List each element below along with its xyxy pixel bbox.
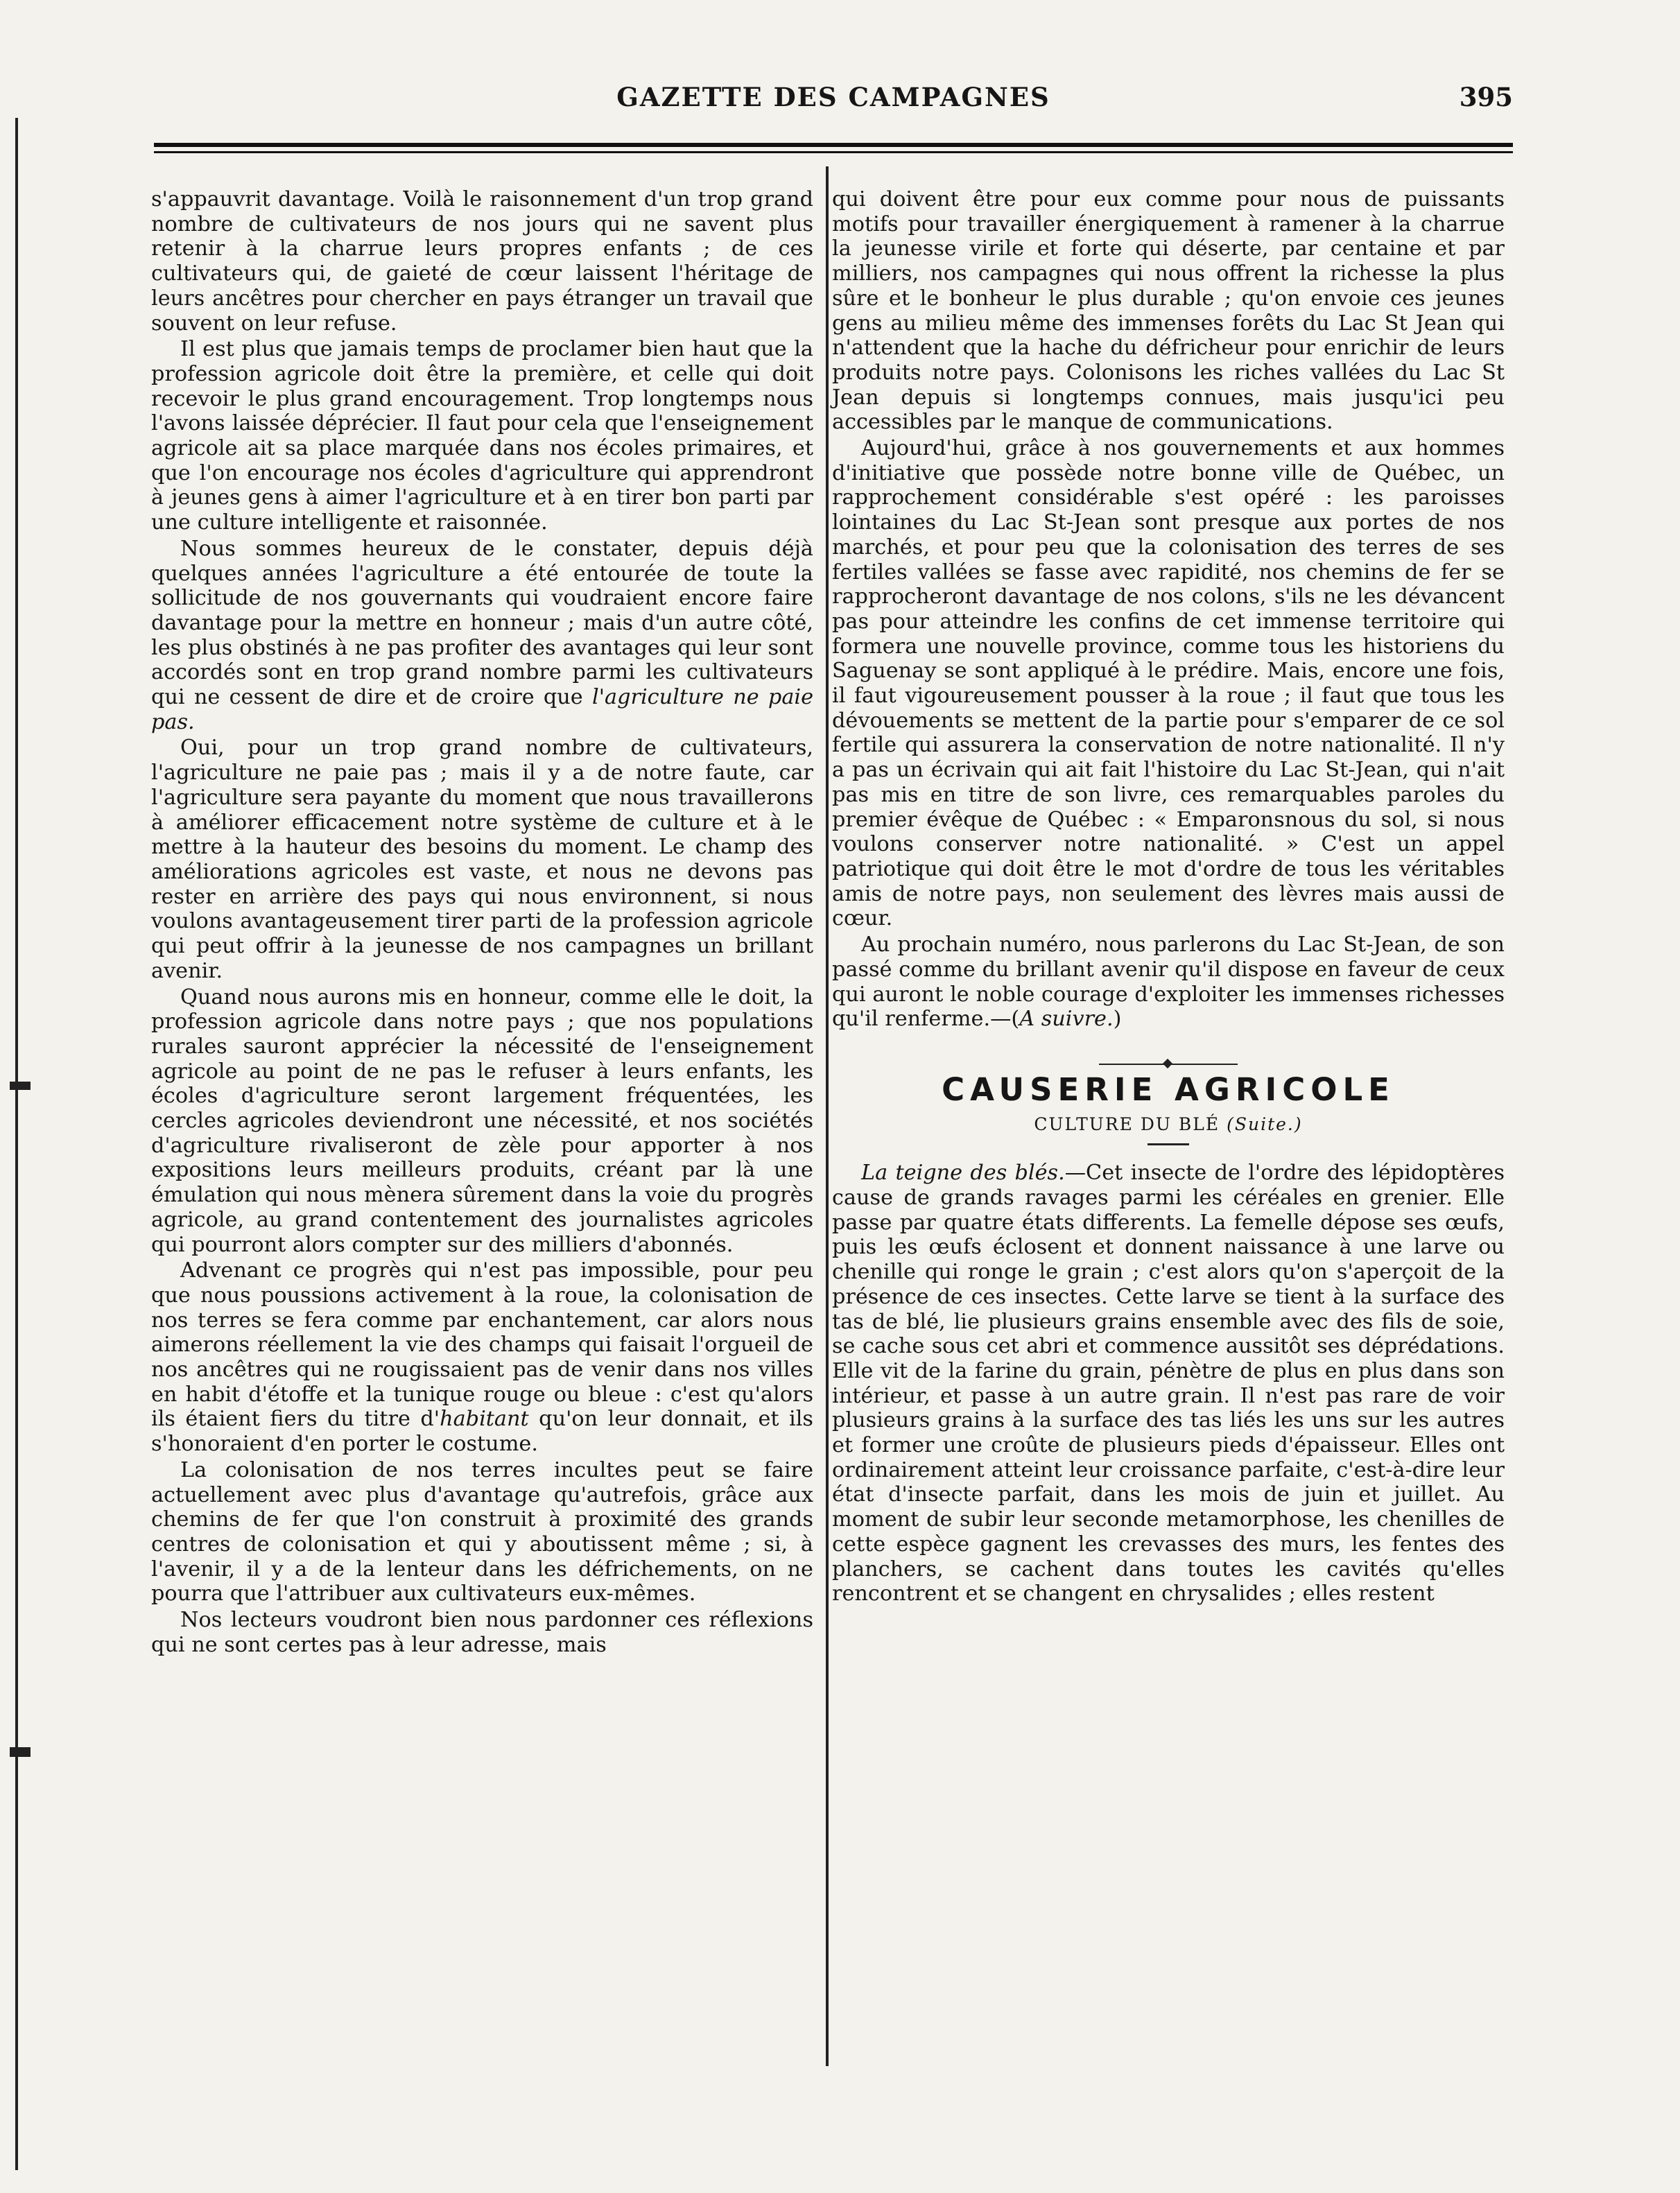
paragraph-text: Au prochain numéro, nous parlerons du Lac St-Jean, de son passé comme du brillant avenir qu'il dispose en faveur de ceux qui auront le noble courage d'exploiter les immenses richesses qu'il renferme.—( <box>832 933 1505 1032</box>
paragraph: Oui, pour un trop grand nombre de cultivateurs, l'agriculture ne paie pas ; mais il y a de notre faute, car l'agriculture sera payante du moment que nous travaillerons à améliorer efficacement notre système de culture et à le mettre à la hauteur des besoins du moment. Le champ des améliorations agricoles est vaste, et nous ne devons pas rester en arrière des pays qui nous environnent, si nous voulons avantageusement tirer parti de la profession agricole qui peut offrir à la jeunesse de nos campagnes un brillant avenir. <box>151 736 813 983</box>
left-column <box>151 187 813 1658</box>
column-divider <box>826 166 829 2066</box>
paragraph: qui doivent être pour eux comme pour nous de puissants motifs pour travailler énergiquement à ramener à la charrue la jeunesse virile et forte qui déserte, par centaine et par milliers, nos campagnes qui nous offrent la richesse la plus sûre et le bonheur le plus durable ; qu'on envoie ces jeunes gens au milieu même des immenses forêts du Lac St Jean qui n'attendent que la hache du défricheur pour enrichir de leurs produits notre pays. Colonisons les riches vallées du Lac St Jean depuis si longtemps connues, mais jusqu'ici peu accessibles par le manque de communications. <box>832 187 1505 435</box>
subtitle-text: CULTURE DU BLÉ <box>1034 1113 1227 1134</box>
margin-mark <box>10 1082 31 1090</box>
paragraph-text: Nous sommes heureux de le constater, depuis déjà quelques années l'agriculture a été entourée de toute la sollicitude de nos gouvernants qui voudraient encore faire davantage pour la mettre en honneur ; mais d'un autre côté, les plus obstinés à ne pas profiter des avantages qui leur sont accordés sont en trop grand nombre parmi les cultivateurs qui ne cessent de dire et de croire que <box>151 536 813 710</box>
italic-word: habitant <box>440 1407 529 1432</box>
paragraph-text: Advenant ce progrès qui n'est pas impossible, pour peu que nous poussions activement à la roue, la colonisation de nos terres se fera comme par enchantement, car alors nous aimerons réellement la vie des champs qui faisait l'orgueil de nos ancêtres qui ne rougissaient pas de venir dans nos villes en habit d'étoffe et la tunique rouge ou bleue : c'est qu'alors ils étaient fiers du titre d' <box>151 1258 813 1432</box>
margin-mark <box>15 118 18 2170</box>
paragraph: Quand nous aurons mis en honneur, comme elle le doit, la profession agricole dans notre pays ; que nos populations rurales sauront apprécier la nécessité de l'enseignement agricole au point de ne pas le refuser à leurs enfants, les écoles d'agriculture seront largement fréquentées, les cercles agricoles deviendront une nécessité, et nos sociétés d'agriculture rivaliseront de zèle pour apporter à nos expositions leurs meilleurs produits, créant par là une émulation qui nous mènera sûrement dans la voie du progrès agricole, au grand contentement des journalistes agricoles qui pourront alors compter sur des milliers d'abonnés. <box>151 985 813 1257</box>
paragraph: Il est plus que jamais temps de proclamer bien haut que la profession agricole doit être la première, et celle qui doit recevoir le plus grand encouragement. Trop longtemps nous l'avons laissée déprécier. Il faut pour cela que l'enseignement agricole ait sa place marquée dans nos écoles primaires, et que l'on encourage nos écoles d'agriculture qui apprendront à jeunes gens à aimer l'agriculture et à en tirer bon parti par une culture intelligente et raisonnée. <box>151 337 813 535</box>
italic-phrase: A suivre. <box>1019 1007 1114 1032</box>
header-rule-thick <box>154 143 1513 147</box>
paragraph: La colonisation de nos terres incultes peut se faire actuellement avec plus d'avantage qu'autrefois, grâce aux chemins de fer que l'on construit à proximité des grands centres de colonisation et qui y aboutissent même ; si, à l'avenir, il y a de la lenteur dans les défrichements, on ne pourra que l'attribuer aux cultivateurs eux-mêmes. <box>151 1457 813 1606</box>
paragraph: Nos lecteurs voudront bien nous pardonner ces réflexions qui ne sont certes pas à leur adresse, mais <box>151 1608 813 1657</box>
right-column <box>832 187 1505 1608</box>
header-rule-thin <box>154 151 1513 153</box>
italic-phrase: l'agriculture ne paie pas. <box>151 685 814 734</box>
subtitle-italic: (Suite.) <box>1227 1113 1303 1134</box>
paragraph-text: —Cet insecte de l'ordre des lépidoptères cause de grands ravages parmi les céréales en grenier. Elle passe par quatre états differents. La femelle dépose ses œufs, puis les œufs éclosent et donnent naissance à une larve ou chenille qui ronge le grain ; c'est alors qu'on s'aperçoit de la présence de ces insectes. Cette larve se tient à la surface des tas de blé, lie plusieurs grains ensemble avec des fils de soie, se cache sous cet abri et commence aussitôt ses déprédations. Elle vit de la farine du grain, pénètre de plus en plus dans son intérieur, et passe à un autre grain. Il n'est pas rare de voir plusieurs grains à la surface des tas liés les uns sur les autres et former une croûte de plusieurs pieds d'épaisseur. Elles ont ordinairement atteint leur croissance parfaite, c'est-à-dire leur état d'insecte parfait, dans les mois de juin et juillet. Au moment de subir leur seconde metamorphose, les chenilles de cette espèce gagnent les crevasses des murs, les fentes des planchers, se cachent dans toutes les cavités qu'elles rencontrent et se changent en chrysalides ; elles restent <box>832 1161 1505 1606</box>
paragraph <box>151 1258 813 1457</box>
italic-heading: La teigne des blés. <box>861 1161 1065 1186</box>
paragraph <box>832 933 1505 1032</box>
margin-mark <box>10 1747 31 1757</box>
paragraph: s'appauvrit davantage. Voilà le raisonnement d'un trop grand nombre de cultivateurs de nos jours qui ne savent plus retenir à la charrue leurs propres enfants ; de ces cultivateurs qui, de gaieté de cœur laissent l'héritage de leurs ancêtres pour chercher en pays étranger un travail que souvent on leur refuse. <box>151 187 813 336</box>
page-header <box>154 82 1513 123</box>
paragraph: Aujourd'hui, grâce à nos gouvernements et aux hommes d'initiative que possède notre bonne ville de Québec, un rapprochement considérable s'est opéré : les paroisses lointaines du Lac St-Jean sont presque aux portes de nos marchés, et pour peu que la colonisation des terres de ses fertiles vallées se fasse avec rapidité, nos chemins de fer se rapprocheront davantage de nos colons, s'ils ne les dévancent pas pour atteindre les confins de cet immense territoire qui formera une nouvelle province, comme tous les historiens du Saguenay se sont appliqué à le prédire. Mais, encore une fois, il faut vigoureusement pousser à la roue ; il faut que tous les dévouements se mettent de la partie pour s'emparer de ce sol fertile qui assurera la conservation de notre nationalité. Il n'y a pas un écrivain qui ait fait l'histoire du Lac St-Jean, qui n'ait pas mis en titre de son livre, ces remarquables paroles du premier évêque de Québec : « Emparonsnous du sol, si nous voulons conserver notre nationalité. » C'est un appel patriotique qui doit être le mot d'ordre de tous les véritables amis de notre pays, non seulement des lèvres mais aussi de cœur. <box>832 436 1505 931</box>
paragraph-text: ) <box>1113 1007 1122 1032</box>
header-title: GAZETTE DES CAMPAGNES <box>616 82 1050 112</box>
page-number: 395 <box>1459 82 1513 112</box>
section-ornament <box>1099 1064 1238 1065</box>
paragraph-text: qu'on leur donnait, et ils s'honoraient d'en porter le costume. <box>151 1407 813 1457</box>
short-rule <box>1148 1143 1189 1145</box>
section-title: CAUSERIE AGRICOLE <box>942 1071 1395 1108</box>
paragraph <box>151 537 813 735</box>
section-subtitle <box>832 1112 1505 1137</box>
paragraph <box>832 1161 1505 1606</box>
